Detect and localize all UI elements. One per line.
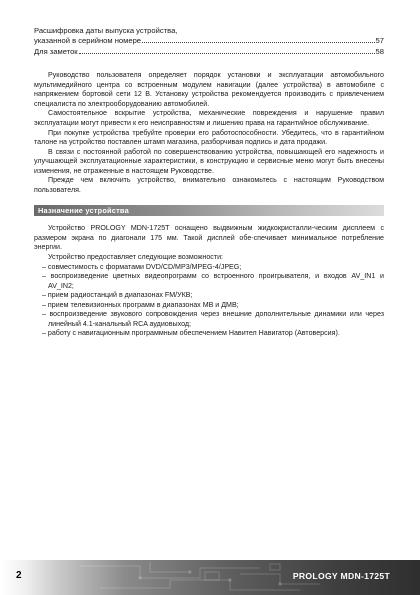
- list-item: – работу с навигационным программным обеспечением Навител Навигатор (Автоверсия).: [42, 329, 340, 338]
- intro-paragraph: В связи с постоянной работой по совершенствованию устройства, повышающей его надежность и улучшающей эксплуатационные характеристики, в конструкцию и сервисные меню могут быть внесены изменения, не отраженные в настоящем Руководстве.: [34, 147, 384, 175]
- intro-paragraph: Прежде чем включить устройство, внимательно ознакомьтесь с настоящим Руководством пользователя.: [34, 176, 384, 194]
- table-of-contents: [34, 26, 384, 57]
- list-item: – воспроизведение цветных видеопрограмм со встроенного проигрывателя, и входов AV_IN1 и AV_IN2;: [42, 272, 385, 290]
- list-item: – прием радиостанций в диапазонах FM/УКВ;: [42, 291, 193, 300]
- toc-leader-dots: [142, 42, 375, 43]
- list-item-text: прием телевизионных программ в диапазонах МВ и ДМВ;: [47, 300, 239, 309]
- list-item-text: прием радиостанций в диапазонах FM/УКВ;: [47, 291, 193, 300]
- section-heading: Назначение устройства: [38, 206, 129, 216]
- brand-model-label: PROLOGY MDN-1725T: [292, 571, 390, 581]
- toc-leader-dots: [79, 53, 375, 54]
- section-body: [34, 224, 384, 339]
- page-footer: [0, 560, 420, 595]
- toc-entry-title: Расшифровка даты выпуска устройства,: [34, 26, 178, 35]
- toc-page-number: 58: [375, 46, 384, 56]
- list-item: – прием телевизионных программ в диапазонах МВ и ДМВ;: [42, 300, 239, 309]
- toc-entry-title-line1: [34, 26, 384, 36]
- page-number: 2: [16, 570, 22, 581]
- intro-paragraph: Самостоятельное вскрытие устройства, механические повреждения и нарушение правил эксплуатации могут привести к его неисправностям и лишению права на гарантийное обслуживание.: [34, 109, 384, 127]
- list-item-text: работу с навигационным программным обеспечением Навител Навигатор (Автоверсия).: [47, 329, 340, 338]
- section-paragraph: Устройство предоставляет следующие возможности:: [48, 252, 224, 261]
- toc-entry: [34, 47, 384, 57]
- feature-list: [34, 263, 384, 339]
- list-item: – совместимость с форматами DVD/CD/MP3/MPEG-4/JPEG;: [42, 262, 242, 271]
- section-paragraph: Устройство PROLOGY MDN-1725T оснащено выдвижным жидкокристалли-ческим дисплеем с размером экрана по диагонали 175 мм. Такой дисплей обе-спечивает минимальное потребление энергии.: [34, 224, 384, 252]
- toc-entry-title-continued: указанной в серийном номере: [34, 36, 142, 46]
- intro-paragraph: Руководство пользователя определяет порядок установки и эксплуатации автомобильного мультимедийного центра со встроенным модулем навигации (далее устройства) в автомобиле с напряжением бортовой сети 12 В. Установку устройства рекомендуется производить с привлечением специалиста по электрооборудованию автомобилей.: [34, 71, 384, 108]
- list-item-text: совместимость с форматами DVD/CD/MP3/MPEG-4/JPEG;: [47, 262, 242, 271]
- toc-entry: [34, 26, 384, 47]
- toc-entry-title-line2-row: [34, 36, 384, 46]
- page-content: [34, 26, 384, 339]
- list-item-text: воспроизведение цветных видеопрограмм со встроенного проигрывателя, и входов AV_IN1 и AV_IN2;: [48, 272, 385, 290]
- list-item-text: воспроизведение звукового сопровождения через внешние дополнительные динамики или через линейный 4.1-канальный RCA аудиовыход;: [48, 310, 384, 328]
- section-heading-bar: [34, 205, 384, 216]
- intro-paragraph: При покупке устройства требуйте проверки его работоспособности. Убедитесь, что в гарантийном талоне на устройство поставлен штамп магазина, разборчивая подпись и дата продажи.: [34, 128, 384, 147]
- list-item: – воспроизведение звукового сопровождения через внешние дополнительные динамики или через линейный 4.1-канальный RCA аудиовыход;: [42, 310, 384, 328]
- toc-entry-title: Для заметок: [34, 46, 78, 56]
- toc-page-number: 57: [375, 36, 384, 46]
